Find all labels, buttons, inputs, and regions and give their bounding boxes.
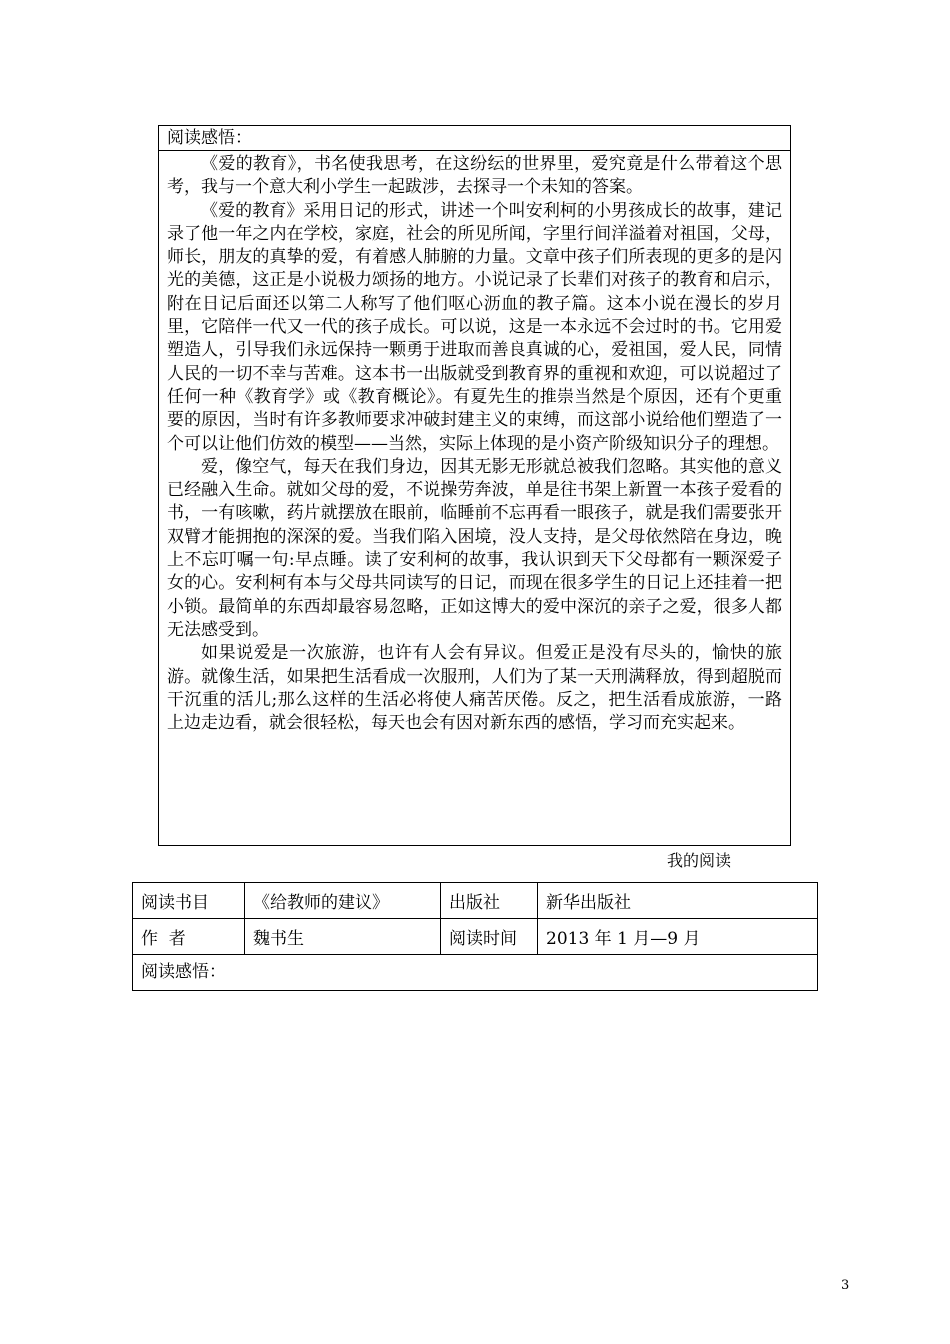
table-row [133, 919, 818, 955]
book-title-value: 《给教师的建议》 [245, 883, 441, 919]
reflection-paragraph: 爱，像空气，每天在我们身边，因其无影无形就总被我们忽略。其实他的意义已经融入生命。就如父母的爱，不说操劳奔波，单是往书架上新置一本孩子爱看的书，一有咳嗽，药片就摆放在眼前，临睡前不忘再看一眼孩子，就是我们需要张开双臂才能拥抱的深深的爱。当我们陷入困境，没人支持，是父母依然陪在身边，晚上不忘叮嘱一句:早点睡。读了安利柯的故事，我认识到天下父母都有一颗深爱子女的心。安利柯有本与父母共同读写的日记，而现在很多学生的日记上还挂着一把小锁。最简单的东西却最容易忽略，正如这博大的爱中深沉的亲子之爱，很多人都无法感受到。 [167, 456, 782, 640]
section-caption: 我的阅读 [667, 851, 732, 870]
reflection-paragraph: 如果说爱是一次旅游，也许有人会有异议。但爱正是没有尽头的，愉快的旅游。就像生活，如果把生活看成一次服刑，人们为了某一天刑满释放，得到超脱而干沉重的活儿;那么这样的生活必将使人痛苦厌倦。反之，把生活看成旅游，一路上边走边看，就会很轻松，每天也会有因对新东西的感悟，学习而充实起来。 [167, 643, 782, 734]
reflection-heading: 阅读感悟： [159, 126, 790, 151]
table-row [133, 883, 818, 919]
publisher-label: 出版社 [441, 883, 538, 919]
publisher-value: 新华出版社 [538, 883, 818, 919]
reading-time-label: 阅读时间 [441, 919, 538, 955]
book-title-label: 阅读书目 [133, 883, 245, 919]
reflection-paragraph: 《爱的教育》采用日记的形式，讲述一个叫安利柯的小男孩成长的故事，建记录了他一年之内在学校，家庭，社会的所见所闻，字里行间洋溢着对祖国，父母，师长，朋友的真挚的爱，有着感人肺腑的力量。文章中孩子们所表现的更多的是闪光的美德，这正是小说极力颂扬的地方。小说记录了长辈们对孩子的教育和启示，附在日记后面还以第二人称写了他们呕心沥血的教子篇。这本小说在漫长的岁月里，它陪伴一代又一代的孩子成长。可以说，这是一本永远不会过时的书。它用爱塑造人，引导我们永远保持一颗勇于进取而善良真诚的心，爱祖国，爱人民，同情人民的一切不幸与苦难。这本书一出版就受到教育界的重视和欢迎，可以说超过了任何一种《教育学》或《教育概论》。有夏先生的推崇当然是个原因，还有个更重要的原因，当时有许多教师要求冲破封建主义的束缚，而这部小说给他们塑造了一个可以让他们仿效的模型——当然，实际上体现的是小资产阶级知识分子的理想。 [167, 200, 782, 454]
reading-reflection-box [158, 125, 791, 846]
reading-record-table [132, 882, 818, 991]
author-value: 魏书生 [245, 919, 441, 955]
reflection-label: 阅读感悟： [133, 955, 818, 991]
author-label: 作 者 [133, 919, 245, 955]
reading-time-value: 2013 年 1 月—9 月 [538, 919, 818, 955]
table-row [133, 955, 818, 991]
page-number: 3 [841, 1278, 850, 1293]
reflection-paragraph: 《爱的教育》，书名使我思考，在这纷纭的世界里，爱究竟是什么带着这个思考，我与一个意大利小学生一起跋涉，去探寻一个未知的答案。 [167, 154, 782, 198]
reflection-body [159, 151, 790, 735]
